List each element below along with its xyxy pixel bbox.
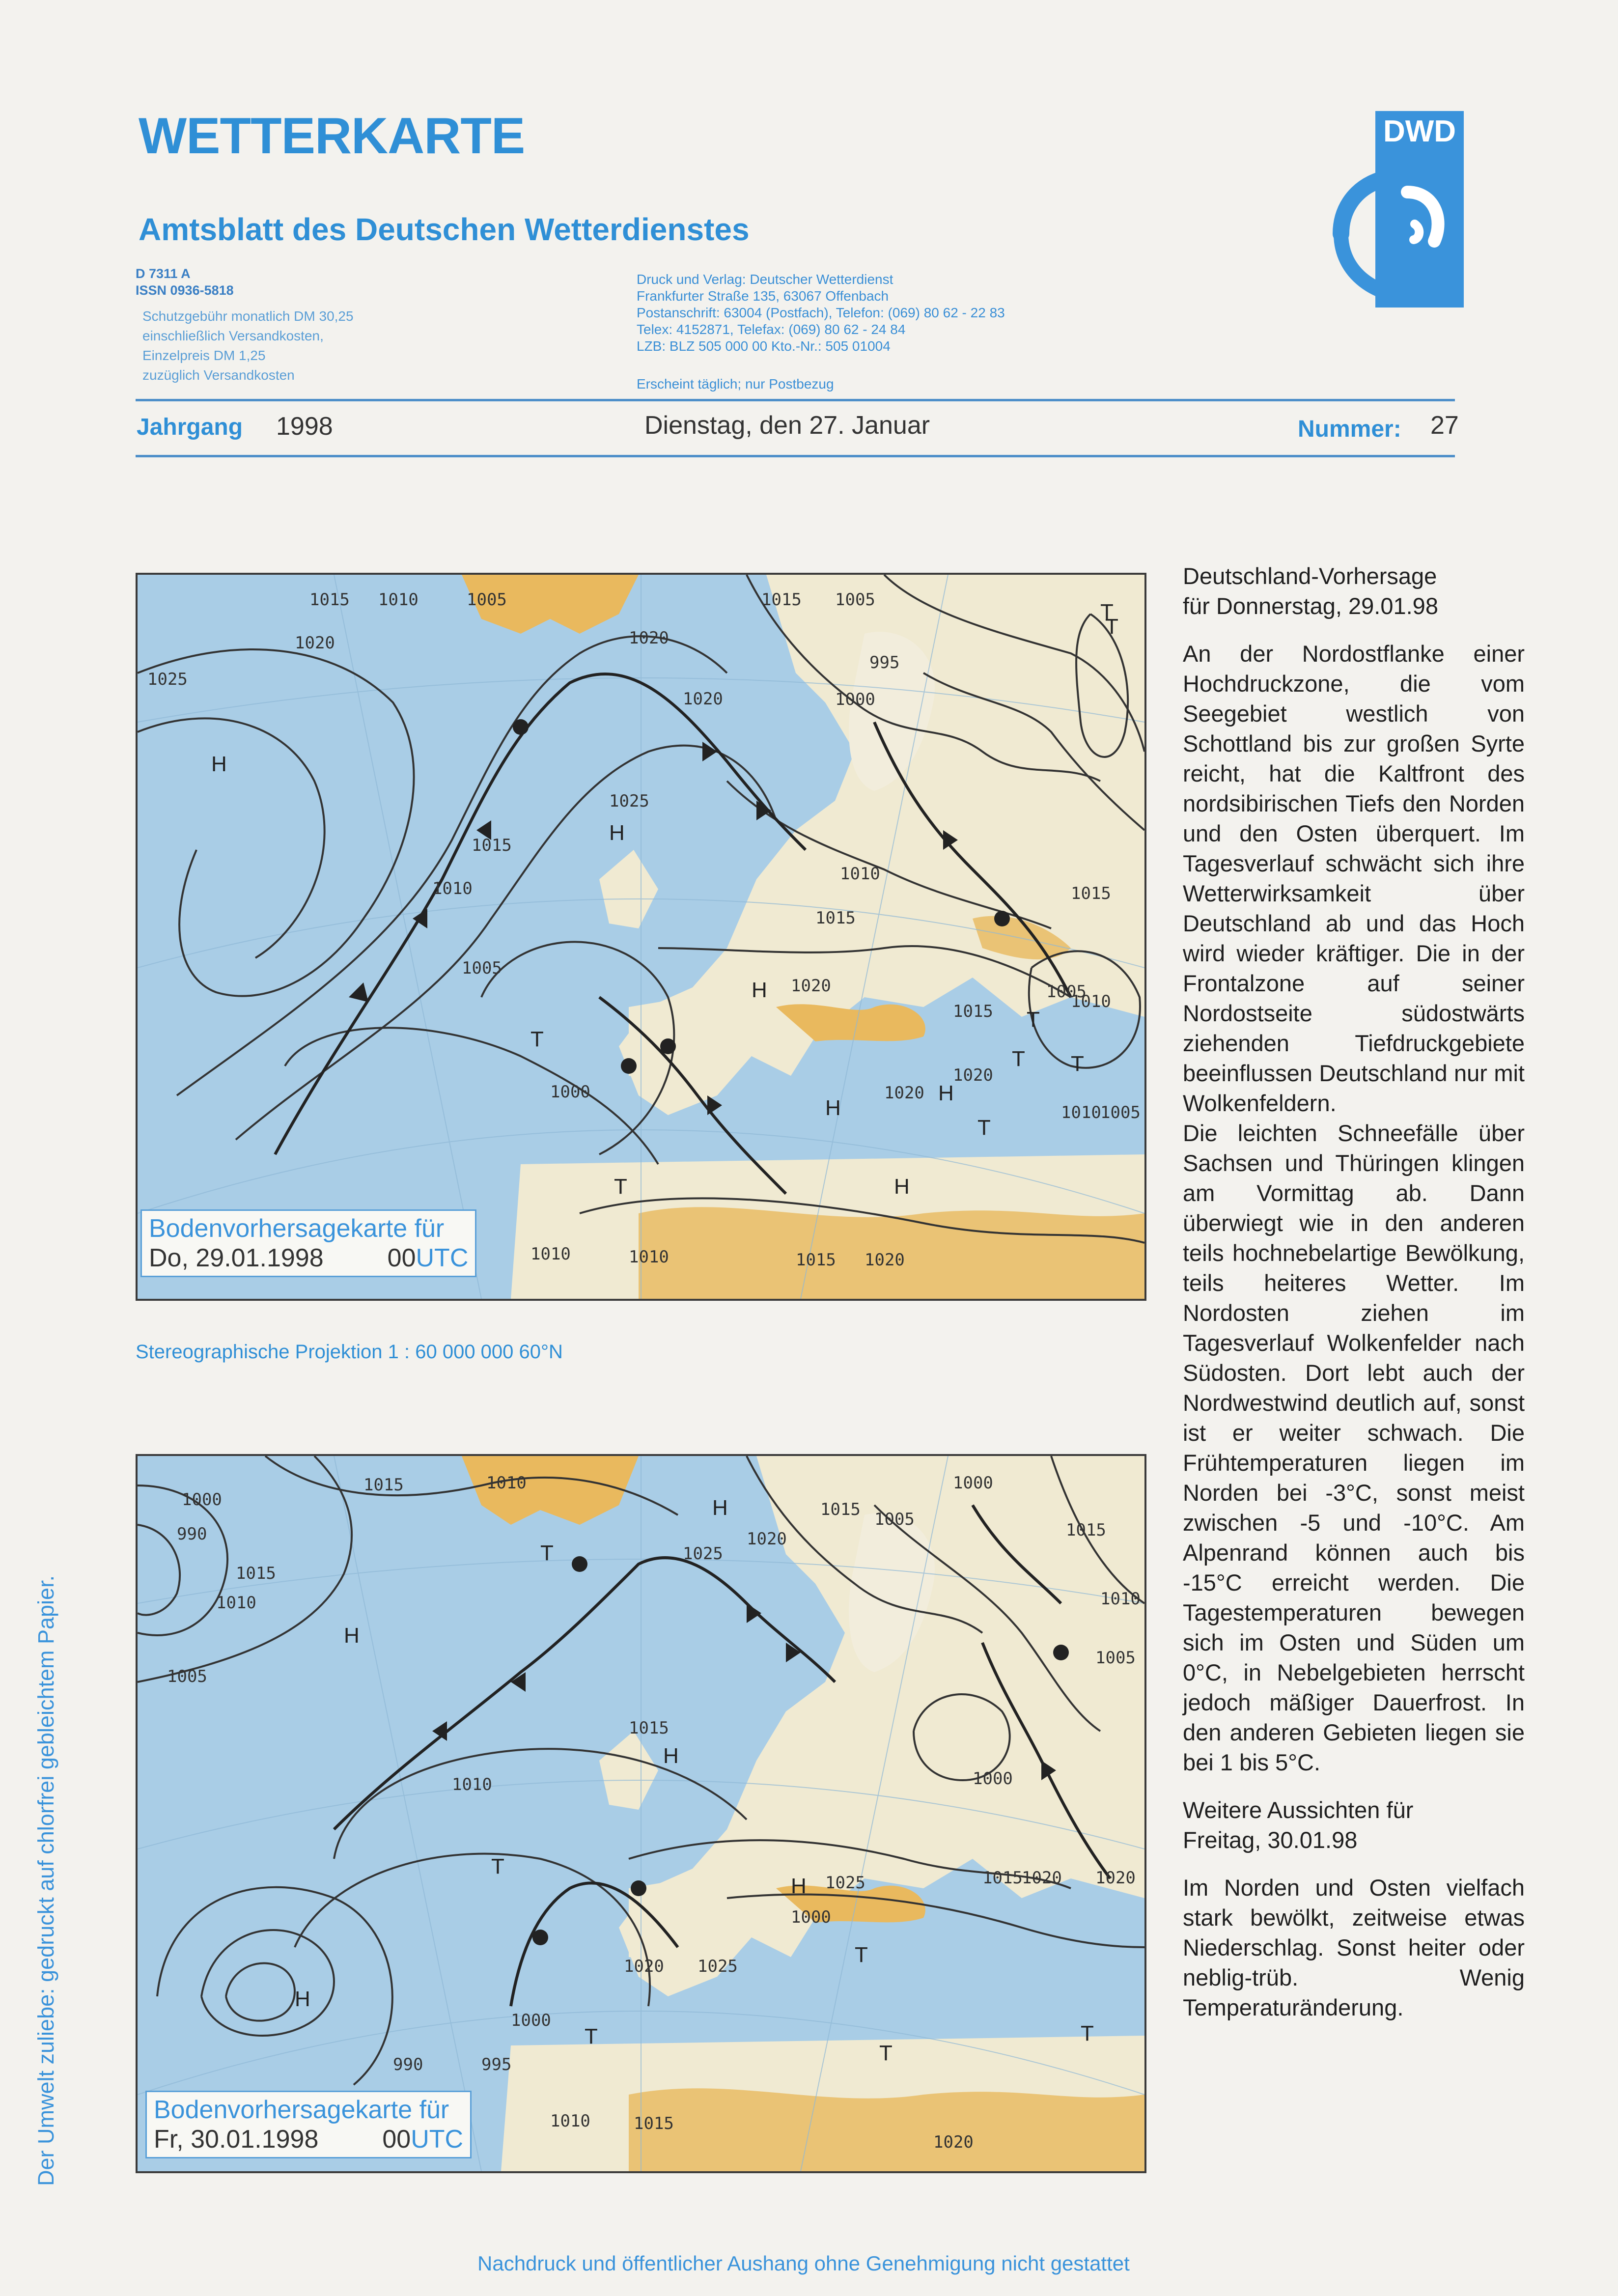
isobar-label: 1010: [530, 1244, 571, 1264]
forecast-heading: [1183, 561, 1525, 621]
fee-info: [142, 307, 354, 385]
pressure-center: H: [938, 1081, 954, 1105]
isobar-label: 1010: [840, 864, 880, 884]
environment-note: Der Umwelt zuliebe: gedruckt auf chlorfrei gebleichtem Papier.: [33, 1575, 58, 2186]
isobar-label: 1010: [432, 879, 473, 898]
publisher-info: [637, 271, 1005, 355]
isobar-label: 1015: [761, 590, 802, 610]
pressure-center: H: [825, 1096, 841, 1120]
publisher-line: Frankfurter Straße 135, 63067 Offenbach: [637, 288, 889, 304]
isobar-label: 1010: [378, 590, 418, 610]
isobar-label: 1020: [629, 628, 669, 648]
pressure-center: H: [344, 1624, 360, 1648]
isobar-label: 1020: [295, 633, 335, 653]
isobar-label: 1000: [835, 690, 875, 709]
forecast-paragraph-1: An der Nordostflanke einer Hochdruckzone, die vom Seegebiet westlich von Schottland bis zur großen Syrte reicht, hat die Kaltfront des nordsibirischen Tiefs den Norden und den Osten überquert. Im Tagesverlauf schwächt sich ihre Wetterwirksamkeit über Deutschland ab und das Hoch wird wieder kräftiger. Die in der Frontalzone auf seiner Nordostseite südostwärts ziehenden Tiefdruckgebiete beeinflussen Deutschland nur mit Wolkenfeldern.: [1183, 641, 1525, 1116]
isobar-label: 1005: [1095, 1648, 1136, 1668]
pressure-center: H: [752, 978, 767, 1002]
map1-date: Do, 29.01.1998: [149, 1244, 324, 1272]
pressure-center: H: [712, 1496, 728, 1520]
isobar-label: 1025: [147, 670, 188, 689]
isobar-label: 1020: [933, 2132, 974, 2152]
isobar-label: 1010: [486, 1473, 527, 1493]
map2-label-date: [154, 2125, 463, 2154]
isobar-label: 1020: [791, 976, 831, 996]
isobar-label: 1005: [1100, 1103, 1141, 1122]
isobar-label: 1010: [550, 2111, 590, 2131]
pressure-center: H: [211, 752, 227, 776]
jahrgang-value: 1998: [276, 412, 333, 441]
pressure-center: T: [540, 1541, 554, 1565]
outlook-heading-line2: Freitag, 30.01.98: [1183, 1827, 1358, 1853]
pressure-center: T: [1071, 1052, 1084, 1076]
publication-frequency: Erscheint täglich; nur Postbezug: [637, 376, 834, 392]
pressure-center: T: [1100, 600, 1114, 624]
isobar-label: 1010: [216, 1593, 256, 1613]
isobar-label: 1010: [1061, 1103, 1101, 1122]
pressure-center: T: [530, 1027, 544, 1051]
isobar-label: 1000: [953, 1473, 993, 1493]
dwd-logo: [1321, 111, 1469, 317]
isobar-label: 1010: [629, 1247, 669, 1267]
pressure-center: T: [614, 1175, 627, 1199]
publisher-line: LZB: BLZ 505 000 00 Kto.-Nr.: 505 01004: [637, 338, 891, 354]
isobar-label: 1000: [550, 1082, 590, 1102]
code-line-2: ISSN 0936-5818: [136, 283, 234, 298]
publisher-line: Telex: 4152871, Telefax: (069) 80 62 - 24 84: [637, 322, 906, 337]
header-rule-bottom: [136, 455, 1455, 457]
isobar-label: 1010: [1071, 992, 1111, 1011]
page-subtitle: Amtsblatt des Deutschen Wetterdienstes: [139, 212, 750, 247]
pressure-center: H: [609, 821, 625, 845]
fee-line: einschließlich Versandkosten,: [142, 328, 324, 343]
forecast-heading-line2: für Donnerstag, 29.01.98: [1183, 593, 1438, 619]
isobar-label: 1015: [634, 2114, 674, 2133]
isobar-label: 1005: [167, 1667, 207, 1686]
issue-date: Dienstag, den 27. Januar: [644, 411, 930, 440]
outlook-text: Im Norden und Osten vielfach stark bewölkt, zeitweise etwas Niederschlag. Sonst heiter oder neblig-trüb. Wenig Temperaturänderung.: [1183, 1875, 1525, 2020]
isobar-label: 1020: [865, 1250, 905, 1270]
isobar-label: 1015: [815, 908, 856, 928]
isobar-label: 1005: [874, 1510, 915, 1529]
pressure-center: T: [1027, 1008, 1040, 1032]
fee-line: Schutzgebühr monatlich DM 30,25: [142, 308, 354, 324]
map2-label: [145, 2091, 472, 2158]
copyright-footer: Nachdruck und öffentlicher Aushang ohne Genehmigung nicht gestattet: [477, 2252, 1130, 2275]
isobar-label: 1000: [791, 1907, 831, 1927]
fee-line: zuzüglich Versandkosten: [142, 367, 295, 383]
weather-map-friday: [136, 1454, 1146, 2173]
pressure-center: T: [879, 2041, 893, 2065]
pressure-center: T: [1081, 2021, 1094, 2045]
pressure-center: H: [295, 1987, 310, 2011]
jahrgang-label: Jahrgang: [137, 414, 243, 440]
isobar-label: 1015: [1066, 1520, 1106, 1540]
isobar-label: 1015: [1071, 884, 1111, 903]
publisher-line: Postanschrift: 63004 (Postfach), Telefon: (069) 80 62 - 22 83: [637, 305, 1005, 320]
outlook-heading: [1183, 1795, 1525, 1855]
logo-text: DWD: [1383, 114, 1456, 148]
pressure-center: T: [977, 1116, 991, 1140]
isobar-label: 1020: [683, 689, 723, 709]
map-projection-note: Stereographische Projektion 1 : 60 000 000 60°N: [136, 1341, 563, 1363]
pressure-center: T: [585, 2024, 598, 2048]
isobar-label: 1020: [1095, 1868, 1136, 1888]
isobar-label: 1020: [747, 1529, 787, 1549]
outlook-heading-line1: Weitere Aussichten für: [1183, 1797, 1414, 1823]
isobar-label: 1015: [796, 1250, 836, 1270]
isobar-label: 1025: [609, 791, 649, 811]
isobar-label: 1020: [624, 1957, 664, 1976]
map2-date: Fr, 30.01.1998: [154, 2125, 319, 2154]
pressure-center: H: [663, 1744, 679, 1768]
isobar-label: 1000: [973, 1769, 1013, 1789]
pressure-center: T: [1012, 1047, 1025, 1071]
isobar-label: 1005: [462, 958, 502, 978]
isobar-label: 1015: [629, 1718, 669, 1738]
header-rule-top: [136, 399, 1455, 401]
pressure-center: H: [791, 1874, 807, 1898]
isobar-label: 1025: [683, 1544, 723, 1564]
isobar-label: 1005: [835, 590, 875, 610]
isobar-label: 1015: [363, 1475, 404, 1495]
nummer-value: 27: [1430, 411, 1459, 440]
isobar-label: 1015: [472, 836, 512, 855]
issn-codes: [136, 265, 234, 299]
map1-label-title: Bodenvorhersagekarte für: [149, 1214, 445, 1243]
nummer-label: Nummer:: [1298, 416, 1401, 442]
pressure-center: T: [491, 1854, 504, 1878]
isobar-label: 1015: [953, 1002, 993, 1021]
pressure-center: T: [855, 1943, 868, 1967]
pressure-center: T: [1105, 615, 1118, 639]
isobar-label: 1015: [309, 590, 350, 610]
isobar-label: 995: [869, 653, 900, 672]
page-title: WETTERKARTE: [139, 108, 525, 165]
isobar-label: 1015: [820, 1500, 861, 1519]
isobar-label: 1020: [953, 1065, 993, 1085]
map1-label: [140, 1209, 476, 1277]
map2-label-title: Bodenvorhersagekarte für: [154, 2096, 449, 2124]
isobar-label: 1015: [236, 1564, 276, 1583]
fee-line: Einzelpreis DM 1,25: [142, 348, 266, 363]
sahara-relief: [629, 2088, 1144, 2171]
map1-canvas: [138, 575, 1144, 1299]
isobar-label: 1005: [467, 590, 507, 610]
map1-label-date: [149, 1243, 468, 1273]
isobar-label: 990: [177, 1524, 207, 1544]
map1-time: 00: [387, 1244, 416, 1272]
britain-landmass: [599, 1731, 658, 1810]
isobar-label: 1025: [825, 1873, 865, 1893]
code-line-1: D 7311 A: [136, 266, 191, 281]
isobar-label: 1000: [182, 1490, 222, 1510]
isobar-label: 1020: [1022, 1868, 1062, 1888]
map2-time: 00: [382, 2125, 411, 2154]
publisher-line: Druck und Verlag: Deutscher Wetterdienst: [637, 272, 893, 287]
weather-map-thursday: [136, 573, 1146, 1301]
map2-canvas: [138, 1456, 1144, 2171]
map1-utc: UTC: [416, 1244, 469, 1272]
isobar-label: 1000: [511, 2011, 551, 2030]
isobar-label: 1010: [1100, 1589, 1141, 1609]
forecast-column: [1183, 561, 1525, 2022]
isobar-label: 995: [481, 2055, 512, 2074]
britain-landmass: [599, 850, 658, 928]
isobar-label: 1010: [452, 1775, 492, 1794]
forecast-heading-line1: Deutschland-Vorhersage: [1183, 563, 1437, 589]
isobar-label: 1015: [982, 1868, 1023, 1888]
isobar-label: 1020: [884, 1083, 924, 1103]
pressure-center: H: [894, 1175, 910, 1199]
isobar-label: 990: [393, 2055, 423, 2074]
isobar-label: 1025: [697, 1957, 738, 1976]
map2-utc: UTC: [411, 2125, 464, 2154]
forecast-paragraph-2: Die leichten Schneefälle über Sachsen und Thüringen klingen am Vormittag ab. Dann überwiegt wie in den anderen teils hochnebelartige Bewölkung, teils heiteres Wetter. Im Nordosten ziehen im Tagesverlauf Wolkenfelder nach Südosten. Dort lebt auch der Nordwestwind deutlich auf, sonst ist er weiter schwach. Die Frühtemperaturen liegen im Norden bei -3°C, sonst meist zwischen -5 und -10°C. Am Alpenrand können auch bis -15°C erreicht werden. Die Tagestemperaturen bewegen sich im Osten und Süden um 0°C, in Nebelgebieten herrscht jedoch mäßiger Dauerfrost. In den anderen Gebieten liegen sie bei 1 bis 5°C.: [1183, 1120, 1525, 1775]
isobar-label: 1005: [1046, 982, 1087, 1002]
